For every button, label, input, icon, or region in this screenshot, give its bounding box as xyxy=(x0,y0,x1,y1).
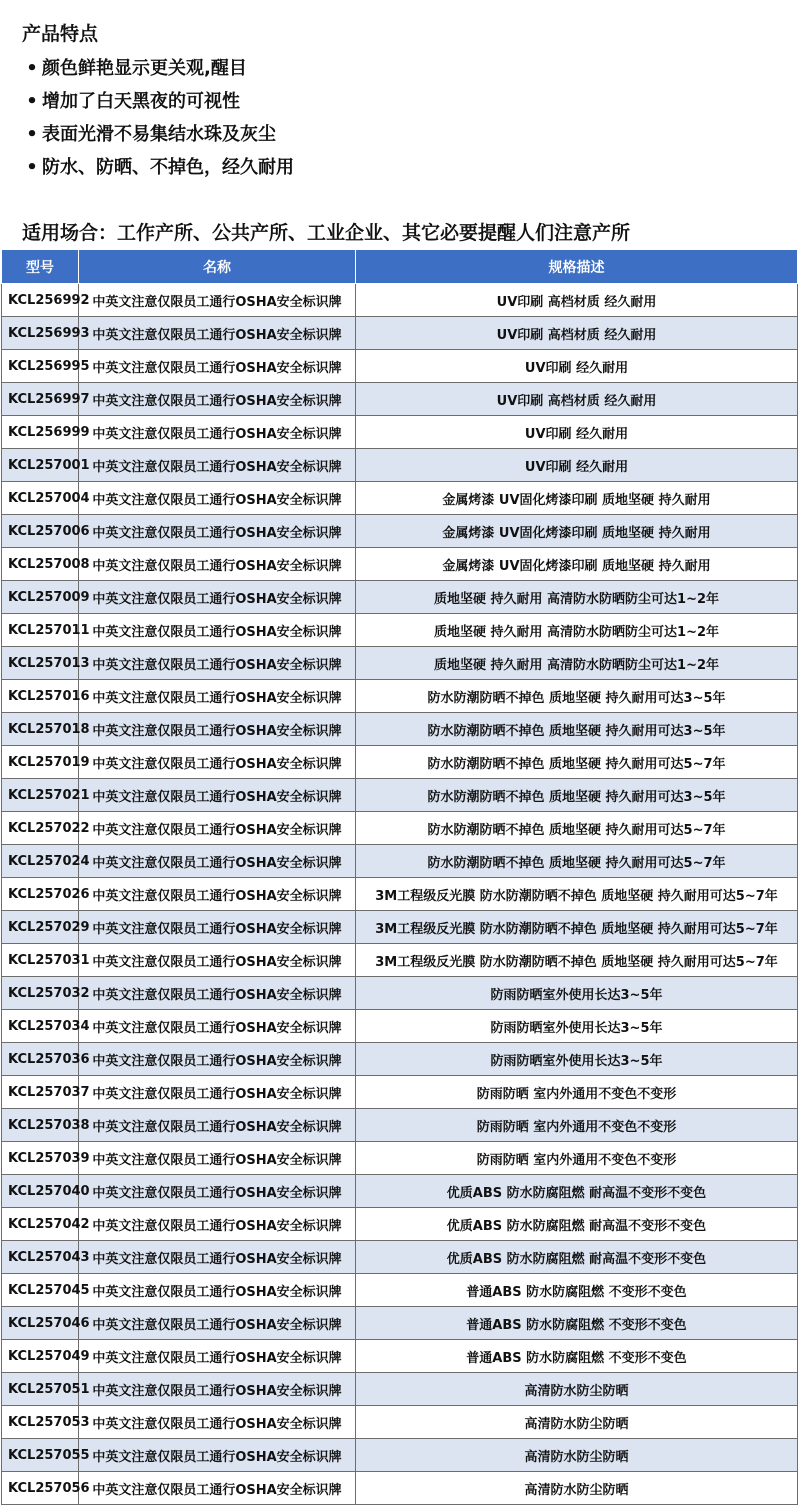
cell-name: 中英文注意仅限员工通行OSHA安全标识牌 xyxy=(79,812,356,845)
cell-name: 中英文注意仅限员工通行OSHA安全标识牌 xyxy=(79,1274,356,1307)
table-row xyxy=(2,647,798,680)
table-row xyxy=(2,812,798,845)
bullet-icon: • xyxy=(26,124,38,145)
cell-model: KCL256997 xyxy=(2,383,79,416)
table-row xyxy=(2,1010,798,1043)
cell-spec: 普通ABS 防水防腐阻燃 不变形不变色 xyxy=(356,1307,798,1340)
feature-text: 防水、防晒、不掉色，经久耐用 xyxy=(42,157,294,178)
cell-spec: 3M工程级反光膜 防水防潮防晒不掉色 质地坚硬 持久耐用可达5~7年 xyxy=(356,911,798,944)
cell-name: 中英文注意仅限员工通行OSHA安全标识牌 xyxy=(79,1043,356,1076)
table-row xyxy=(2,1307,798,1340)
cell-model: KCL257036 xyxy=(2,1043,79,1076)
table-row xyxy=(2,713,798,746)
cell-spec: UV印刷 高档材质 经久耐用 xyxy=(356,317,798,350)
bullet-icon: • xyxy=(26,91,38,112)
table-row xyxy=(2,1208,798,1241)
cell-name: 中英文注意仅限员工通行OSHA安全标识牌 xyxy=(79,1109,356,1142)
cell-model: KCL257001 xyxy=(2,449,79,482)
cell-name: 中英文注意仅限员工通行OSHA安全标识牌 xyxy=(79,680,356,713)
bullet-icon: • xyxy=(26,58,38,79)
cell-name: 中英文注意仅限员工通行OSHA安全标识牌 xyxy=(79,1472,356,1505)
table-row xyxy=(2,317,798,350)
table-row xyxy=(2,1406,798,1439)
feature-item xyxy=(22,85,294,118)
cell-spec: 防雨防晒 室内外通用不变色不变形 xyxy=(356,1076,798,1109)
cell-model: KCL257043 xyxy=(2,1241,79,1274)
cell-model: KCL257022 xyxy=(2,812,79,845)
table-row xyxy=(2,845,798,878)
table-row xyxy=(2,977,798,1010)
cell-spec: UV印刷 高档材质 经久耐用 xyxy=(356,383,798,416)
cell-name: 中英文注意仅限员工通行OSHA安全标识牌 xyxy=(79,1340,356,1373)
cell-model: KCL257031 xyxy=(2,944,79,977)
cell-name: 中英文注意仅限员工通行OSHA安全标识牌 xyxy=(79,383,356,416)
table-row xyxy=(2,350,798,383)
cell-model: KCL257034 xyxy=(2,1010,79,1043)
table-row xyxy=(2,779,798,812)
cell-model: KCL257049 xyxy=(2,1340,79,1373)
cell-model: KCL257021 xyxy=(2,779,79,812)
cell-name: 中英文注意仅限员工通行OSHA安全标识牌 xyxy=(79,614,356,647)
cell-spec: 优质ABS 防水防腐阻燃 耐高温不变形不变色 xyxy=(356,1175,798,1208)
cell-spec: 质地坚硬 持久耐用 高清防水防晒防尘可达1~2年 xyxy=(356,647,798,680)
cell-name: 中英文注意仅限员工通行OSHA安全标识牌 xyxy=(79,944,356,977)
cell-model: KCL256993 xyxy=(2,317,79,350)
cell-spec: UV印刷 高档材质 经久耐用 xyxy=(356,284,798,317)
cell-spec: 金属烤漆 UV固化烤漆印刷 质地坚硬 持久耐用 xyxy=(356,548,798,581)
cell-spec: 防雨防晒室外使用长达3~5年 xyxy=(356,1010,798,1043)
cell-name: 中英文注意仅限员工通行OSHA安全标识牌 xyxy=(79,581,356,614)
cell-name: 中英文注意仅限员工通行OSHA安全标识牌 xyxy=(79,416,356,449)
cell-model: KCL257013 xyxy=(2,647,79,680)
cell-name: 中英文注意仅限员工通行OSHA安全标识牌 xyxy=(79,1175,356,1208)
cell-name: 中英文注意仅限员工通行OSHA安全标识牌 xyxy=(79,1241,356,1274)
feature-text: 表面光滑不易集结水珠及灰尘 xyxy=(42,124,276,145)
cell-name: 中英文注意仅限员工通行OSHA安全标识牌 xyxy=(79,1373,356,1406)
table-row xyxy=(2,581,798,614)
cell-spec: 防水防潮防晒不掉色 质地坚硬 持久耐用可达3~5年 xyxy=(356,779,798,812)
spec-table xyxy=(1,249,798,1505)
cell-model: KCL257026 xyxy=(2,878,79,911)
cell-name: 中英文注意仅限员工通行OSHA安全标识牌 xyxy=(79,746,356,779)
cell-spec: 防水防潮防晒不掉色 质地坚硬 持久耐用可达3~5年 xyxy=(356,680,798,713)
cell-model: KCL257038 xyxy=(2,1109,79,1142)
cell-model: KCL257056 xyxy=(2,1472,79,1505)
cell-name: 中英文注意仅限员工通行OSHA安全标识牌 xyxy=(79,1142,356,1175)
table-row xyxy=(2,383,798,416)
cell-name: 中英文注意仅限员工通行OSHA安全标识牌 xyxy=(79,845,356,878)
cell-spec: 普通ABS 防水防腐阻燃 不变形不变色 xyxy=(356,1274,798,1307)
cell-model: KCL257042 xyxy=(2,1208,79,1241)
product-features xyxy=(22,20,294,184)
cell-model: KCL257037 xyxy=(2,1076,79,1109)
table-row xyxy=(2,1274,798,1307)
cell-spec: 防水防潮防晒不掉色 质地坚硬 持久耐用可达5~7年 xyxy=(356,812,798,845)
cell-model: KCL257016 xyxy=(2,680,79,713)
cell-name: 中英文注意仅限员工通行OSHA安全标识牌 xyxy=(79,878,356,911)
cell-spec: 防雨防晒 室内外通用不变色不变形 xyxy=(356,1142,798,1175)
cell-model: KCL257006 xyxy=(2,515,79,548)
cell-model: KCL257029 xyxy=(2,911,79,944)
cell-spec: 高清防水防尘防晒 xyxy=(356,1373,798,1406)
cell-name: 中英文注意仅限员工通行OSHA安全标识牌 xyxy=(79,1307,356,1340)
cell-name: 中英文注意仅限员工通行OSHA安全标识牌 xyxy=(79,1439,356,1472)
cell-spec: 高清防水防尘防晒 xyxy=(356,1472,798,1505)
cell-model: KCL256999 xyxy=(2,416,79,449)
feature-text: 颜色鲜艳显示更关观,醒目 xyxy=(42,58,247,79)
applicable-scenes: 适用场合：工作产所、公共产所、工业企业、其它必要提醒人们注意产所 xyxy=(22,222,631,244)
cell-name: 中英文注意仅限员工通行OSHA安全标识牌 xyxy=(79,284,356,317)
cell-spec: 普通ABS 防水防腐阻燃 不变形不变色 xyxy=(356,1340,798,1373)
header-model: 型号 xyxy=(2,250,79,284)
cell-name: 中英文注意仅限员工通行OSHA安全标识牌 xyxy=(79,1208,356,1241)
table-row xyxy=(2,1142,798,1175)
cell-spec: 3M工程级反光膜 防水防潮防晒不掉色 质地坚硬 持久耐用可达5~7年 xyxy=(356,944,798,977)
cell-model: KCL256992 xyxy=(2,284,79,317)
cell-model: KCL257055 xyxy=(2,1439,79,1472)
table-row xyxy=(2,1109,798,1142)
cell-model: KCL257053 xyxy=(2,1406,79,1439)
table-row xyxy=(2,284,798,317)
table-body xyxy=(2,284,798,1505)
cell-spec: 优质ABS 防水防腐阻燃 耐高温不变形不变色 xyxy=(356,1208,798,1241)
cell-spec: 高清防水防尘防晒 xyxy=(356,1406,798,1439)
cell-model: KCL257051 xyxy=(2,1373,79,1406)
cell-spec: 优质ABS 防水防腐阻燃 耐高温不变形不变色 xyxy=(356,1241,798,1274)
cell-model: KCL257032 xyxy=(2,977,79,1010)
bullet-icon: • xyxy=(26,157,38,178)
cell-name: 中英文注意仅限员工通行OSHA安全标识牌 xyxy=(79,548,356,581)
feature-item xyxy=(22,118,294,151)
cell-name: 中英文注意仅限员工通行OSHA安全标识牌 xyxy=(79,482,356,515)
cell-name: 中英文注意仅限员工通行OSHA安全标识牌 xyxy=(79,977,356,1010)
feature-list xyxy=(22,52,294,184)
cell-spec: 金属烤漆 UV固化烤漆印刷 质地坚硬 持久耐用 xyxy=(356,515,798,548)
cell-model: KCL257009 xyxy=(2,581,79,614)
cell-name: 中英文注意仅限员工通行OSHA安全标识牌 xyxy=(79,515,356,548)
cell-spec: 防雨防晒 室内外通用不变色不变形 xyxy=(356,1109,798,1142)
table-row xyxy=(2,1439,798,1472)
cell-model: KCL257019 xyxy=(2,746,79,779)
table-row xyxy=(2,1340,798,1373)
cell-model: KCL257039 xyxy=(2,1142,79,1175)
cell-name: 中英文注意仅限员工通行OSHA安全标识牌 xyxy=(79,1406,356,1439)
table-row xyxy=(2,515,798,548)
table-row xyxy=(2,1373,798,1406)
cell-name: 中英文注意仅限员工通行OSHA安全标识牌 xyxy=(79,647,356,680)
header-spec: 规格描述 xyxy=(356,250,798,284)
cell-spec: 高清防水防尘防晒 xyxy=(356,1439,798,1472)
header-name: 名称 xyxy=(79,250,356,284)
cell-name: 中英文注意仅限员工通行OSHA安全标识牌 xyxy=(79,317,356,350)
table-row xyxy=(2,911,798,944)
table-header-row xyxy=(2,250,798,284)
cell-model: KCL257018 xyxy=(2,713,79,746)
cell-name: 中英文注意仅限员工通行OSHA安全标识牌 xyxy=(79,1010,356,1043)
cell-spec: 3M工程级反光膜 防水防潮防晒不掉色 质地坚硬 持久耐用可达5~7年 xyxy=(356,878,798,911)
cell-spec: 防水防潮防晒不掉色 质地坚硬 持久耐用可达5~7年 xyxy=(356,845,798,878)
cell-spec: UV印刷 经久耐用 xyxy=(356,416,798,449)
cell-spec: 防水防潮防晒不掉色 质地坚硬 持久耐用可达3~5年 xyxy=(356,713,798,746)
cell-model: KCL257040 xyxy=(2,1175,79,1208)
cell-name: 中英文注意仅限员工通行OSHA安全标识牌 xyxy=(79,1076,356,1109)
table-row xyxy=(2,482,798,515)
cell-spec: UV印刷 经久耐用 xyxy=(356,350,798,383)
table-row xyxy=(2,878,798,911)
cell-name: 中英文注意仅限员工通行OSHA安全标识牌 xyxy=(79,911,356,944)
cell-spec: 防水防潮防晒不掉色 质地坚硬 持久耐用可达5~7年 xyxy=(356,746,798,779)
cell-model: KCL257008 xyxy=(2,548,79,581)
table-row xyxy=(2,1043,798,1076)
table-row xyxy=(2,1241,798,1274)
cell-spec: 质地坚硬 持久耐用 高清防水防晒防尘可达1~2年 xyxy=(356,614,798,647)
table-row xyxy=(2,416,798,449)
cell-model: KCL257011 xyxy=(2,614,79,647)
table-row xyxy=(2,614,798,647)
cell-model: KCL256995 xyxy=(2,350,79,383)
table-row xyxy=(2,1076,798,1109)
cell-model: KCL257024 xyxy=(2,845,79,878)
table-row xyxy=(2,680,798,713)
table-row xyxy=(2,548,798,581)
feature-item xyxy=(22,151,294,184)
feature-item xyxy=(22,52,294,85)
cell-name: 中英文注意仅限员工通行OSHA安全标识牌 xyxy=(79,350,356,383)
table-row xyxy=(2,944,798,977)
cell-model: KCL257004 xyxy=(2,482,79,515)
cell-spec: 金属烤漆 UV固化烤漆印刷 质地坚硬 持久耐用 xyxy=(356,482,798,515)
cell-model: KCL257046 xyxy=(2,1307,79,1340)
cell-name: 中英文注意仅限员工通行OSHA安全标识牌 xyxy=(79,449,356,482)
feature-text: 增加了白天黑夜的可视性 xyxy=(42,91,240,112)
cell-name: 中英文注意仅限员工通行OSHA安全标识牌 xyxy=(79,779,356,812)
cell-spec: 质地坚硬 持久耐用 高清防水防晒防尘可达1~2年 xyxy=(356,581,798,614)
table-row xyxy=(2,1175,798,1208)
table-row xyxy=(2,746,798,779)
cell-spec: UV印刷 经久耐用 xyxy=(356,449,798,482)
table-row xyxy=(2,449,798,482)
cell-spec: 防雨防晒室外使用长达3~5年 xyxy=(356,1043,798,1076)
cell-model: KCL257045 xyxy=(2,1274,79,1307)
cell-spec: 防雨防晒室外使用长达3~5年 xyxy=(356,977,798,1010)
features-title: 产品特点 xyxy=(22,23,99,45)
cell-name: 中英文注意仅限员工通行OSHA安全标识牌 xyxy=(79,713,356,746)
table-row xyxy=(2,1472,798,1505)
